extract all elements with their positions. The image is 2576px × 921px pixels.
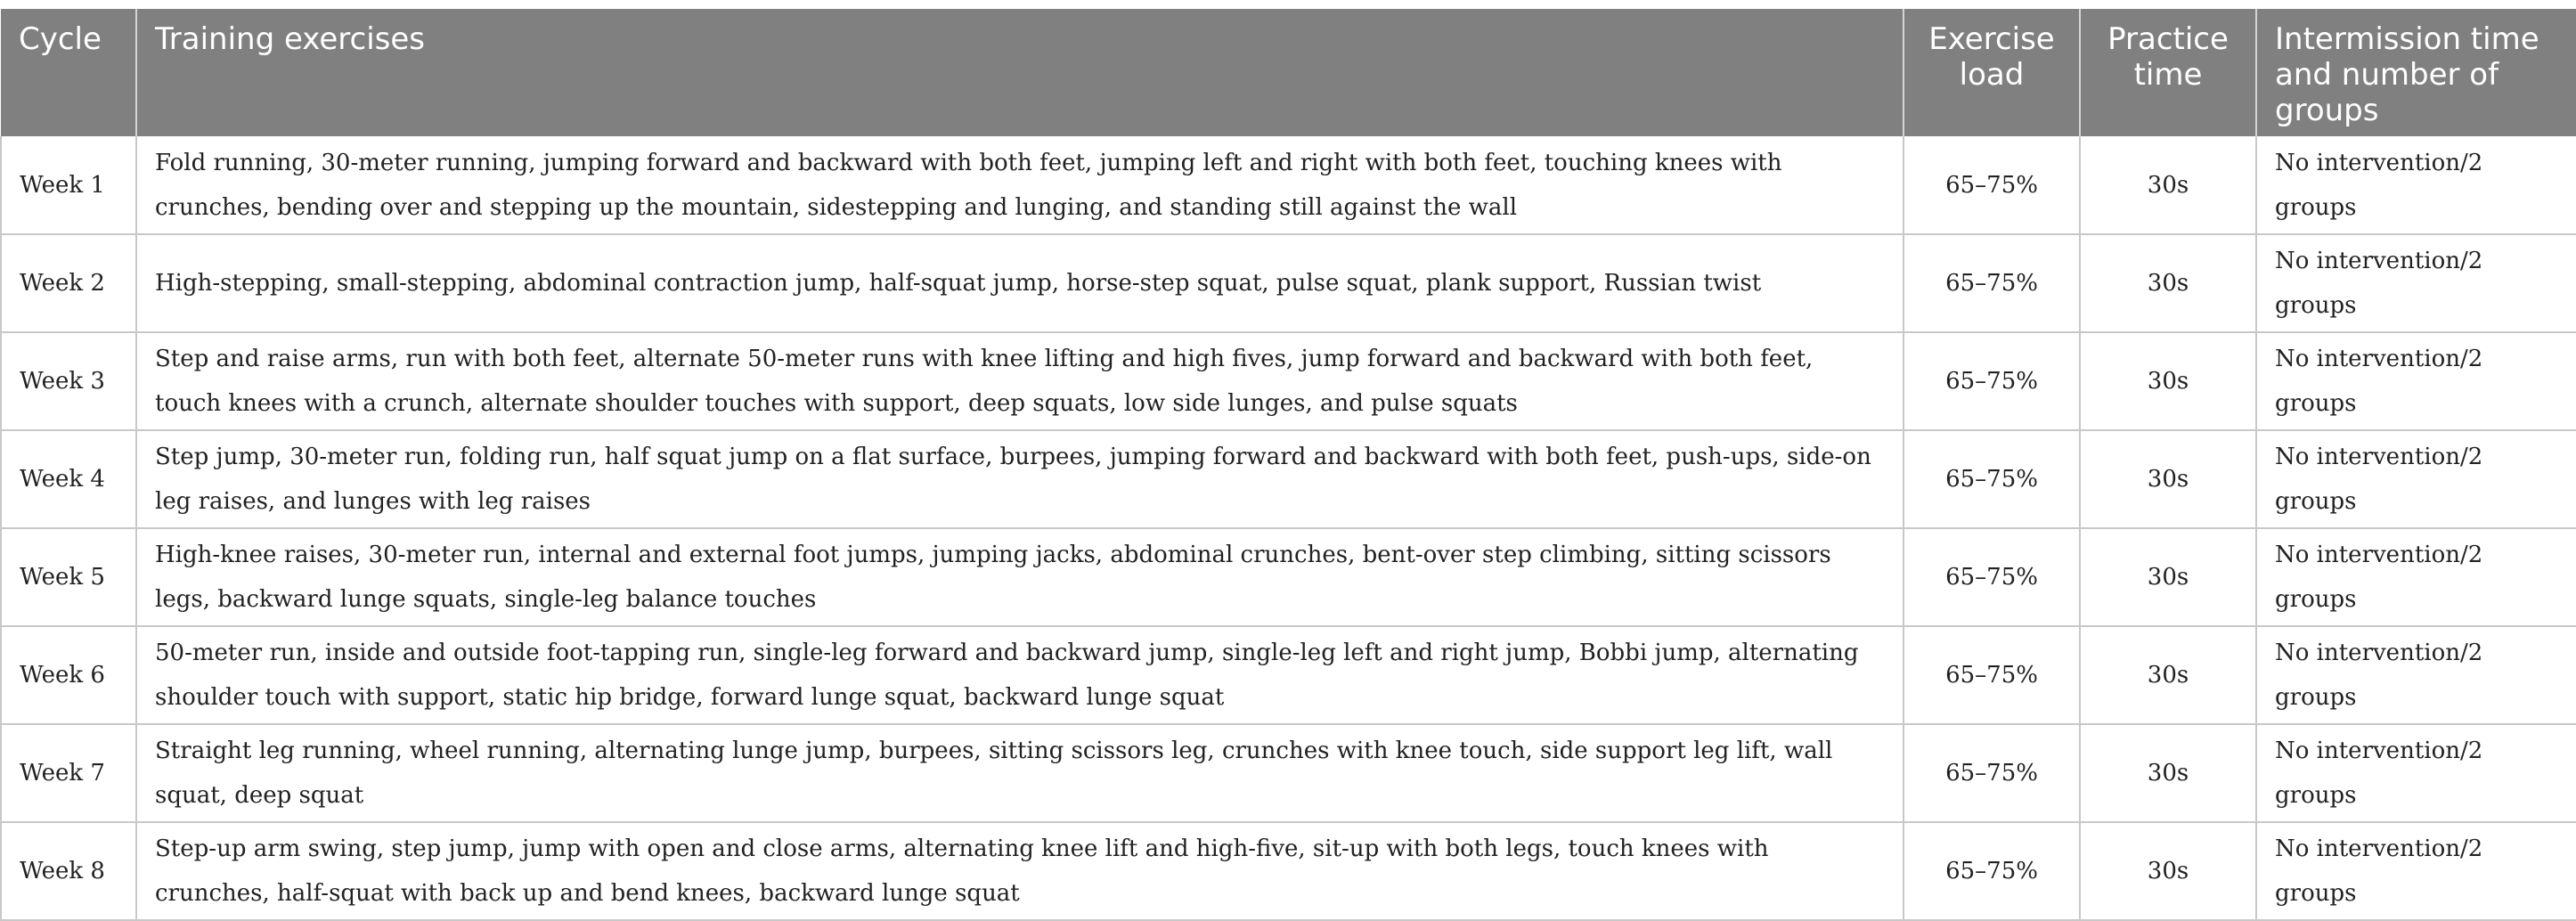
table-row: [1, 332, 2576, 430]
cell-load: 65–75%: [1903, 430, 2080, 528]
cell-intermission: No intervention/2 groups: [2256, 136, 2576, 234]
cell-intermission: No intervention/2 groups: [2256, 332, 2576, 430]
cell-time: 30s: [2080, 430, 2256, 528]
cell-cycle: Week 2: [1, 234, 136, 332]
cell-time: 30s: [2080, 822, 2256, 920]
cell-load: 65–75%: [1903, 528, 2080, 626]
table-row: [1, 234, 2576, 332]
table-header-row: [1, 9, 2576, 136]
table-row: [1, 822, 2576, 920]
cell-intermission: No intervention/2 groups: [2256, 724, 2576, 822]
cell-exercises: 50-meter run, inside and outside foot-tapping run, single-leg forward and backward jump, single-leg left and right jump, Bobbi jump, alternating shoulder touch with support, static hip bridge, forward lunge squat, backward lunge squat: [136, 626, 1903, 724]
table-row: [1, 430, 2576, 528]
cell-load: 65–75%: [1903, 724, 2080, 822]
cell-load: 65–75%: [1903, 332, 2080, 430]
cell-cycle: Week 1: [1, 136, 136, 234]
cell-intermission: No intervention/2 groups: [2256, 626, 2576, 724]
header-intermission: Intermission time and number of groups: [2256, 9, 2576, 136]
cell-load: 65–75%: [1903, 822, 2080, 920]
cell-exercises: Step and raise arms, run with both feet, alternate 50-meter runs with knee lifting and high fives, jump forward and backward with both feet, touch knees with a crunch, alternate shoulder touches with support, deep squats, low side lunges, and pulse squats: [136, 332, 1903, 430]
training-table: [0, 9, 2576, 921]
cell-intermission: No intervention/2 groups: [2256, 430, 2576, 528]
cell-time: 30s: [2080, 234, 2256, 332]
cell-intermission: No intervention/2 groups: [2256, 822, 2576, 920]
header-training-exercises: Training exercises: [136, 9, 1903, 136]
cell-exercises: Straight leg running, wheel running, alternating lunge jump, burpees, sitting scissors leg, crunches with knee touch, side support leg lift, wall squat, deep squat: [136, 724, 1903, 822]
cell-exercises: Step-up arm swing, step jump, jump with open and close arms, alternating knee lift and high-five, sit-up with both legs, touch knees with crunches, half-squat with back up and bend knees, backward lunge squat: [136, 822, 1903, 920]
table-row: [1, 136, 2576, 234]
cell-intermission: No intervention/2 groups: [2256, 528, 2576, 626]
cell-time: 30s: [2080, 724, 2256, 822]
cell-time: 30s: [2080, 332, 2256, 430]
cell-load: 65–75%: [1903, 136, 2080, 234]
cell-time: 30s: [2080, 528, 2256, 626]
cell-exercises: High-stepping, small-stepping, abdominal contraction jump, half-squat jump, horse-step squat, pulse squat, plank support, Russian twist: [136, 234, 1903, 332]
cell-time: 30s: [2080, 136, 2256, 234]
cell-cycle: Week 3: [1, 332, 136, 430]
cell-load: 65–75%: [1903, 234, 2080, 332]
cell-time: 30s: [2080, 626, 2256, 724]
cell-cycle: Week 6: [1, 626, 136, 724]
header-cycle: Cycle: [1, 9, 136, 136]
table-row: [1, 528, 2576, 626]
table-row: [1, 626, 2576, 724]
cell-load: 65–75%: [1903, 626, 2080, 724]
cell-cycle: Week 7: [1, 724, 136, 822]
cell-exercises: High-knee raises, 30-meter run, internal and external foot jumps, jumping jacks, abdominal crunches, bent-over step climbing, sitting scissors legs, backward lunge squats, single-leg balance touches: [136, 528, 1903, 626]
cell-cycle: Week 4: [1, 430, 136, 528]
header-practice-time: Practice time: [2080, 9, 2256, 136]
table-row: [1, 724, 2576, 822]
cell-cycle: Week 8: [1, 822, 136, 920]
training-table-container: [0, 9, 2576, 921]
cell-exercises: Fold running, 30-meter running, jumping forward and backward with both feet, jumping left and right with both feet, touching knees with crunches, bending over and stepping up the mountain, sidestepping and lunging, and standing still against the wall: [136, 136, 1903, 234]
cell-exercises: Step jump, 30-meter run, folding run, half squat jump on a flat surface, burpees, jumping forward and backward with both feet, push-ups, side-on leg raises, and lunges with leg raises: [136, 430, 1903, 528]
cell-cycle: Week 5: [1, 528, 136, 626]
cell-intermission: No intervention/2 groups: [2256, 234, 2576, 332]
header-exercise-load: Exercise load: [1903, 9, 2080, 136]
